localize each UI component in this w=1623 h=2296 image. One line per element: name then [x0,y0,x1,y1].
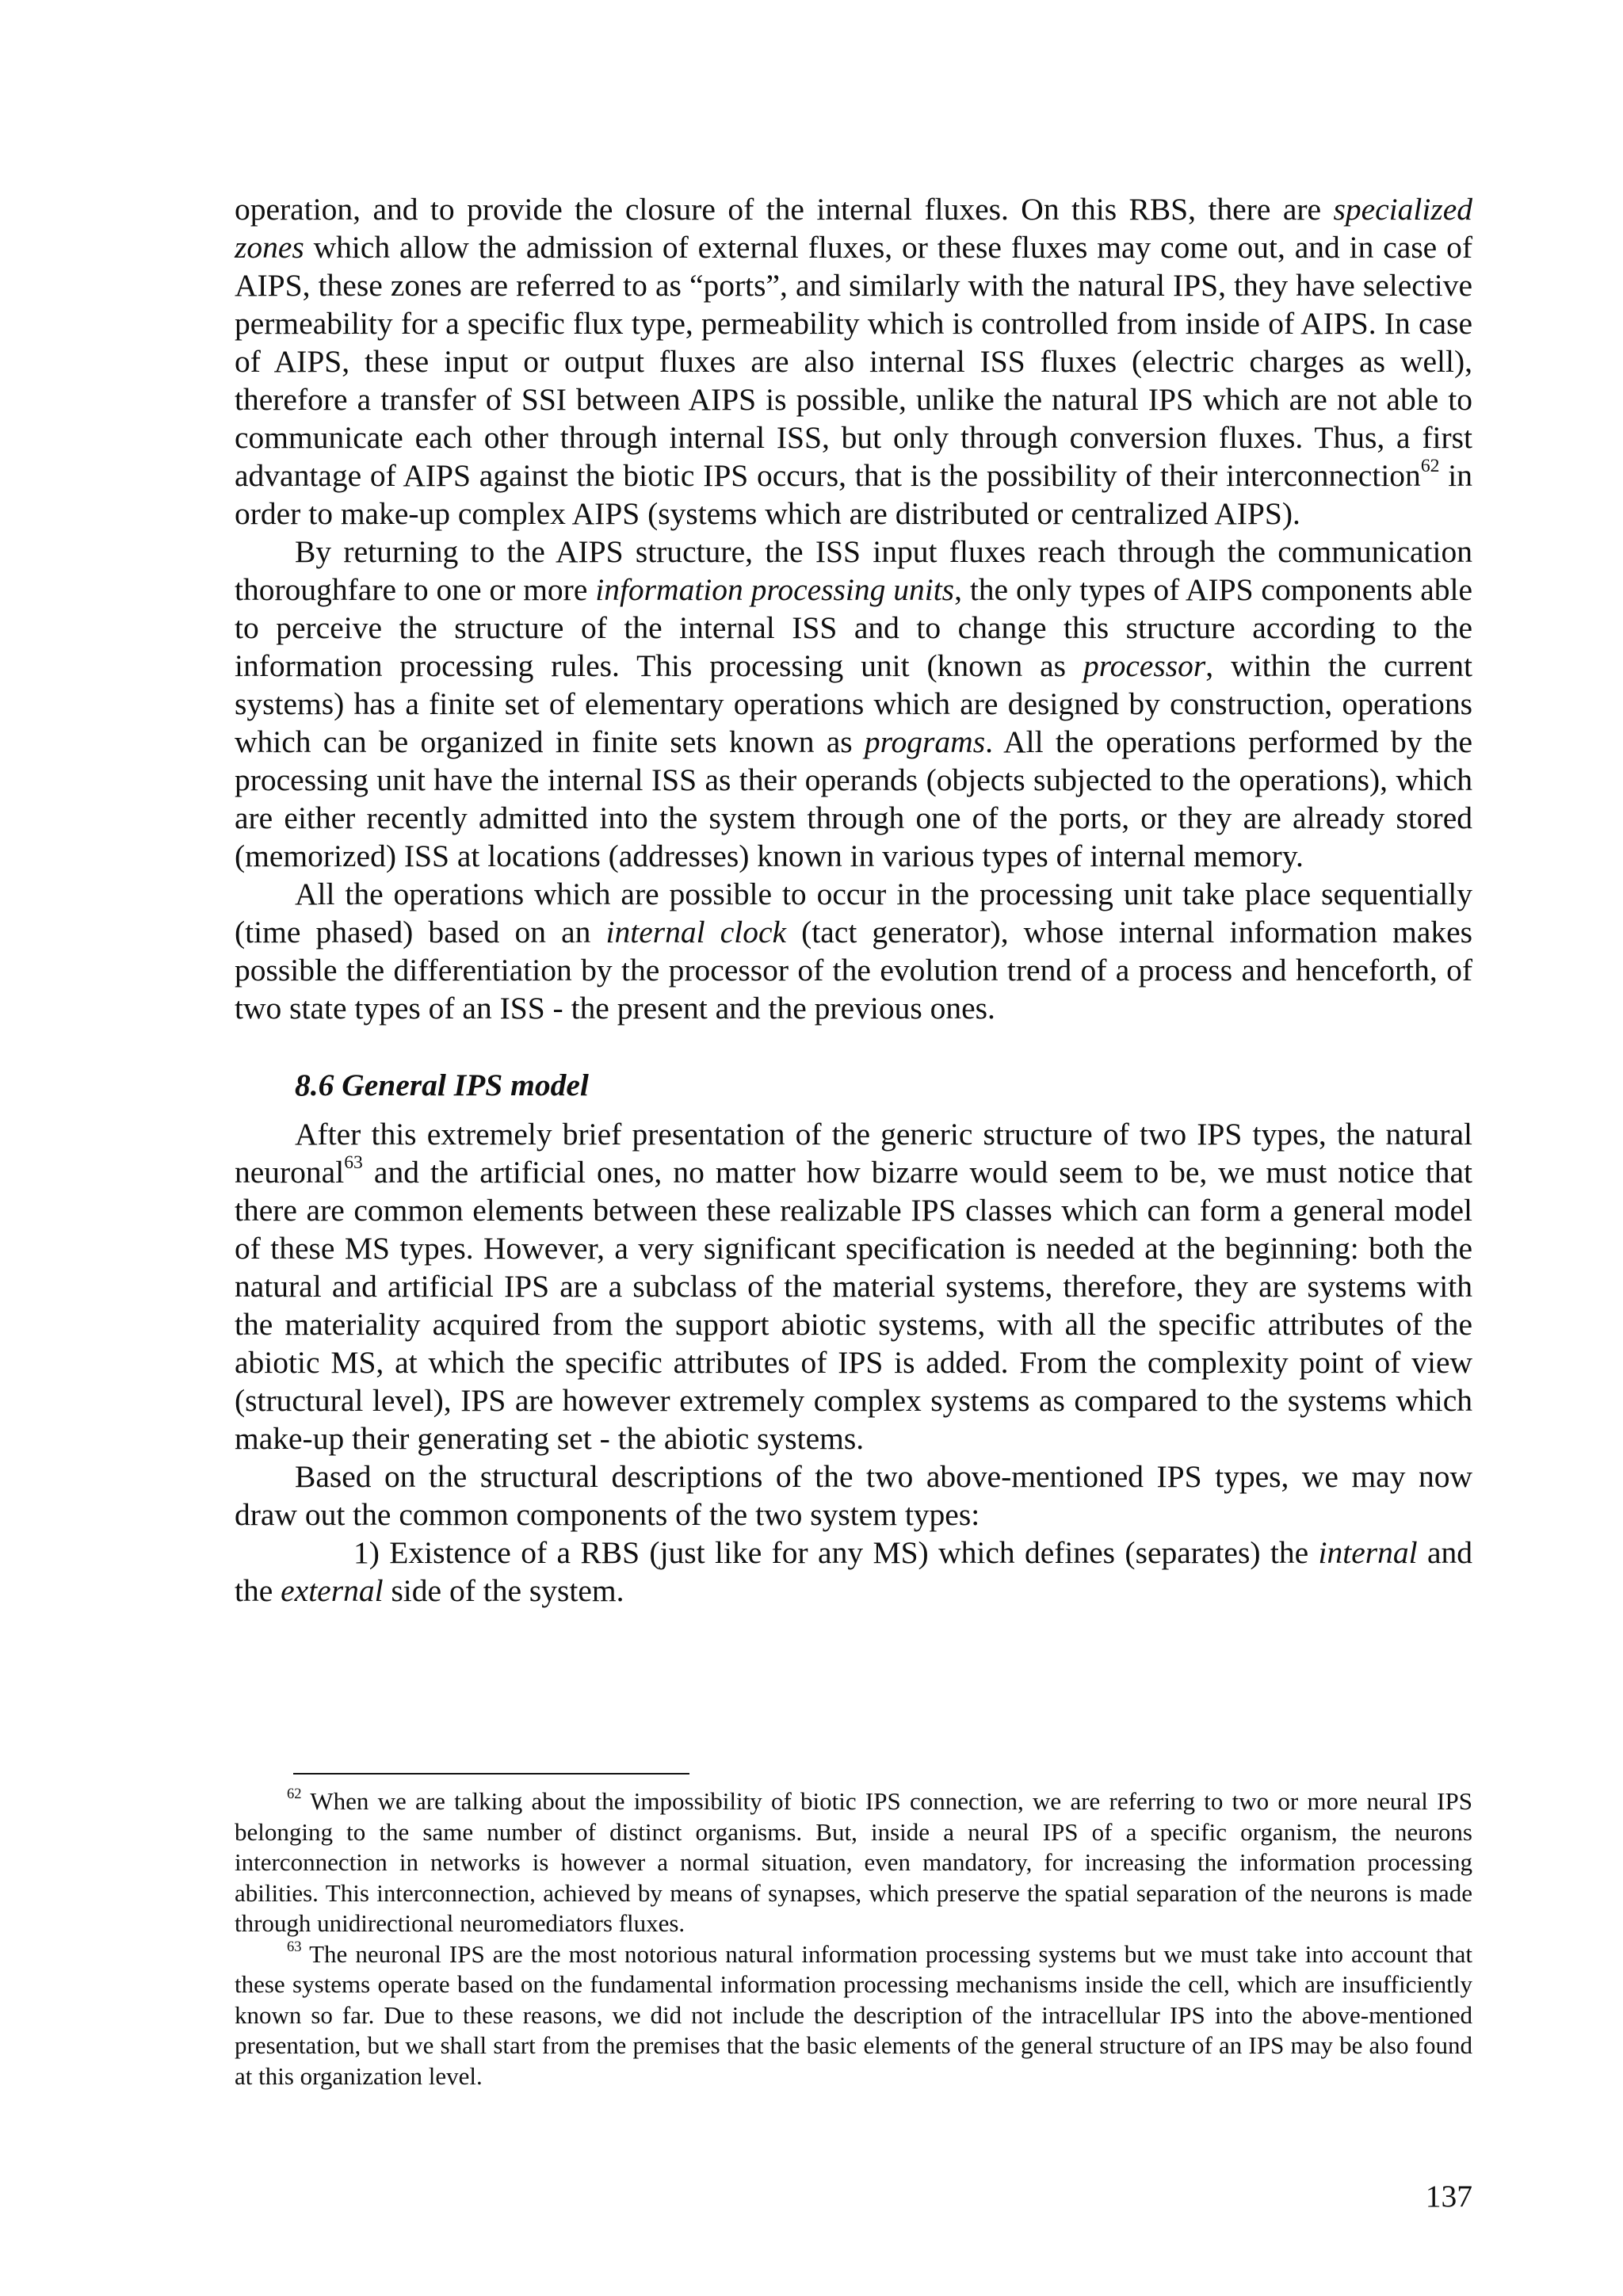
footnote-marker-63: 63 [287,1938,302,1955]
footnote-ref-63[interactable]: 63 [344,1152,363,1174]
footnote-marker-62: 62 [287,1786,302,1803]
term-information-processing-units: information processing units [595,572,955,607]
section-heading: 8.6 General IPS model [295,1068,589,1102]
page-number: 137 [1425,2179,1472,2214]
term-internal-clock: internal clock [605,915,787,949]
footnotes [235,1786,1472,2092]
term-specialized-zones: specialized zones [235,192,1472,265]
footnote-62: $^{62}$ When we are talking about the impossibility of biotic IPS connection, we are referring to two or more neural IPS belonging to the same number of distinct organisms. But, inside a neural IPS of a specific organism, the neurons interconnection in networks is however a normal situation, even mandatory, for increasing the information processing abilities. This interconnection, achieved by means of synapses, which preserve the spatial separation of the neurons is made through unidirectional neuromediators fluxes. [235,1786,1472,1937]
term-processor: processor [1083,648,1206,683]
paragraph-internal-clock: All the operations which are possible to occur in the processing unit take place sequentially (time phased) based on an internal clock (tact generator), whose internal information makes possible the differentiation by the processor of the evolution trend of a process and henceforth, of two state types of an ISS - the present and the previous ones. [235,877,1472,1026]
footnote-ref-62[interactable]: 62 [1420,456,1440,477]
paragraph-processing-units: By returning to the AIPS structure, the ISS input fluxes reach through the communication thoroughfare to one or more information processing units, the only types of AIPS components able to perceive the structure of the internal ISS and to change this structure according to the information processing rules. This processing unit (known as processor, within the current systems) has a finite set of elementary operations which are designed by construction, operations which can be organized in finite sets known as programs. All the operations performed by the processing unit have the internal ISS as their operands (objects subjected to the operations), which are either recently admitted into the system through one of the ports, or they are already stored (memorized) ISS at locations (addresses) known in various types of internal memory. [235,534,1472,873]
footnote-63: $^{63}$ The neuronal IPS are the most notorious natural information processing systems but we must take into account that these systems operate based on the fundamental information processing mechanisms inside the cell, which are insufficiently known so far. Due to these reasons, we did not include the description of the intracellular IPS into the above-mentioned presentation, but we shall start from the premises that the basic elements of the general structure of an IPS may be also found at this organization level. [235,1938,1472,2090]
main-text [235,190,1472,1610]
paragraph-common-components: Based on the structural descriptions of the two above-mentioned IPS types, we may now draw out the common components of the two system types: [235,1459,1472,1532]
term-external: external [281,1573,384,1608]
paragraph-general-model: After this extremely brief presentation of the generic structure of two IPS types, the natural neuronal$^{63}$ and the artificial ones, no matter how bizarre would seem to be, we must notice that there are common elements between these realizable IPS classes which can form a general model of these MS types. However, a very significant specification is needed at the beginning: both the natural and artificial IPS are a subclass of the material systems, therefore, they are systems with the materiality acquired from the support abiotic systems, with all the specific attributes of the abiotic MS, at which the specific attributes of IPS is added. From the complexity point of view (structural level), IPS are however extremely complex systems as compared to the systems which make-up their generating set - the abiotic systems. [235,1117,1472,1456]
term-programs: programs [864,724,986,759]
list-item-1: 1) Existence of a RBS (just like for any MS) which defines (separates) the internal and the external side of the system. [235,1535,1472,1608]
term-internal: internal [1318,1535,1418,1570]
footnote-separator [293,1773,689,1775]
paragraph-ports: operation, and to provide the closure of the internal fluxes. On this RBS, there are specialized zones which allow the admission of external fluxes, or these fluxes may come out, and in case of AIPS, these zones are referred to as “ports”, and similarly with the natural IPS, they have selective permeability for a specific flux type, permeability which is controlled from inside of AIPS. In case of AIPS, these input or output fluxes are also internal ISS fluxes (electric charges as well), therefore a transfer of SSI between AIPS is possible, unlike the natural IPS which are not able to communicate each other through internal ISS, but only through conversion fluxes. Thus, a first advantage of AIPS against the biotic IPS occurs, that is the possibility of their interconnection$^{62}$ in order to make-up complex AIPS (systems which are distributed or centralized AIPS). [235,192,1472,531]
